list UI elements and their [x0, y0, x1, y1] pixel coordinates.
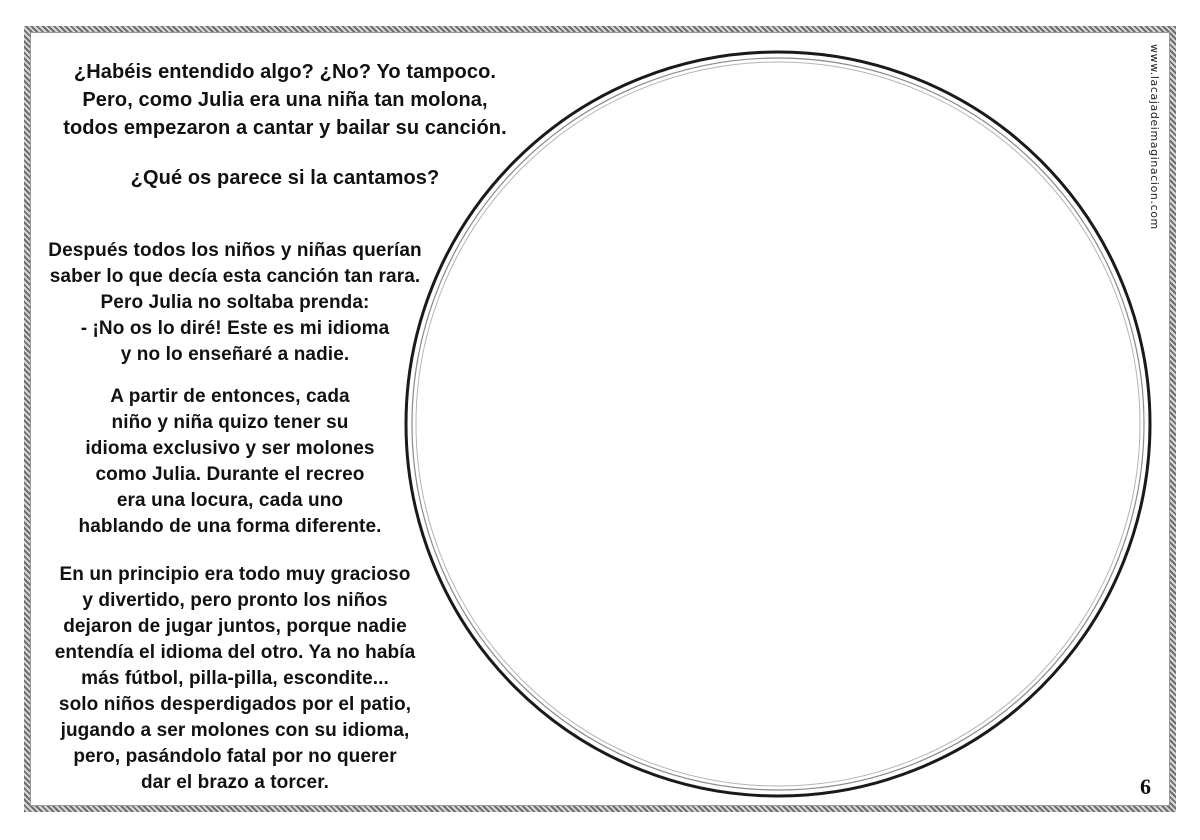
- text-line: - ¡No os lo diré! Este es mi idioma: [80, 318, 390, 339]
- drawing-circle: [400, 40, 1160, 800]
- text-line: Después todos los niños y niñas querían: [48, 240, 422, 261]
- text-line: pero, pasándolo fatal por no querer: [73, 746, 397, 767]
- text-line: como Julia. Durante el recreo: [95, 464, 365, 485]
- website-url: www.lacajadeimaginacion.com: [1148, 44, 1161, 230]
- story-paragraph-1: [40, 238, 430, 368]
- text-line: jugando a ser molones con su idioma,: [60, 720, 410, 741]
- text-line: hablando de una forma diferente.: [78, 516, 382, 537]
- text-line: era una locura, cada uno: [116, 490, 344, 511]
- text-line: y no lo enseñaré a nadie.: [120, 344, 350, 365]
- text-line: A partir de entonces, cada: [110, 386, 350, 407]
- circle-outer-ring: [406, 52, 1150, 796]
- text-line: solo niños desperdigados por el patio,: [58, 694, 412, 715]
- text-line: dar el brazo a torcer.: [140, 772, 330, 793]
- text-line: niño y niña quizo tener su: [111, 412, 349, 433]
- text-line: En un principio era todo muy gracioso: [59, 564, 411, 585]
- text-line: saber lo que decía esta canción tan rara.: [49, 266, 421, 287]
- text-line: ¿Habéis entendido algo? ¿No? Yo tampoco.: [73, 61, 497, 83]
- text-line: más fútbol, pilla-pilla, escondite...: [81, 668, 389, 689]
- story-paragraph-3: [40, 562, 430, 796]
- text-line: idioma exclusivo y ser molones: [85, 438, 375, 459]
- text-line: y divertido, pero pronto los niños: [82, 590, 388, 611]
- page-number: 6: [1140, 774, 1151, 799]
- text-line: dejaron de jugar juntos, porque nadie: [63, 616, 407, 637]
- circle-inner-ring: [416, 62, 1140, 786]
- text-line: Pero, como Julia era una niña tan molona,: [82, 89, 488, 111]
- text-line: ¿Qué os parece si la cantamos?: [130, 167, 440, 189]
- text-line: Pero Julia no soltaba prenda:: [100, 292, 370, 313]
- text-line: entendía el idioma del otro. Ya no había: [54, 642, 416, 663]
- story-paragraph-2: [40, 384, 420, 540]
- text-line: todos empezaron a cantar y bailar su canción.: [63, 117, 507, 139]
